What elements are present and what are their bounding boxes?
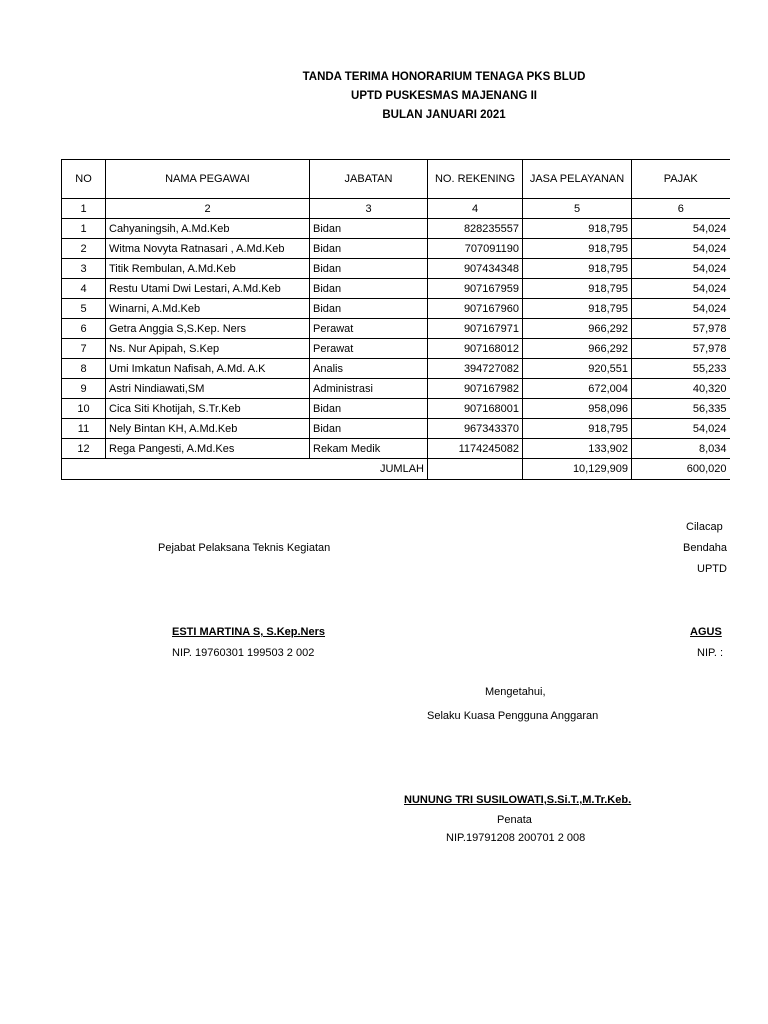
row-nama: Cahyaningsih, A.Md.Keb (106, 219, 310, 239)
left-signer-name: ESTI MARTINA S, S.Kep.Ners (172, 626, 326, 638)
acknowledged-label: Mengetahui, (485, 686, 546, 698)
table-row (62, 319, 730, 339)
table-row (62, 259, 730, 279)
row-rekening: 907167982 (428, 379, 523, 399)
table-row (62, 339, 730, 359)
row-nama: Titik Rembulan, A.Md.Keb (106, 259, 310, 279)
row-jabatan: Bidan (310, 399, 428, 419)
row-rekening: 707091190 (428, 239, 523, 259)
total-row (62, 459, 730, 480)
row-rekening: 907434348 (428, 259, 523, 279)
row-no: 9 (62, 379, 106, 399)
row-pajak: 54,024 (632, 259, 730, 279)
row-jabatan: Administrasi (310, 379, 428, 399)
col-number: 4 (428, 199, 523, 219)
row-no: 3 (62, 259, 106, 279)
left-signer-role: Pejabat Pelaksana Teknis Kegiatan (158, 542, 331, 554)
column-number-row (62, 199, 730, 219)
table-row (62, 299, 730, 319)
row-rekening: 907168012 (428, 339, 523, 359)
row-no: 8 (62, 359, 106, 379)
table-row (62, 219, 730, 239)
row-nama: Restu Utami Dwi Lestari, A.Md.Keb (106, 279, 310, 299)
row-no: 1 (62, 219, 106, 239)
col-header-nama: NAMA PEGAWAI (106, 160, 310, 199)
col-header-jabatan: JABATAN (310, 160, 428, 199)
right-signer-name: AGUS (690, 626, 722, 638)
bottom-signer-role: Selaku Kuasa Pengguna Anggaran (427, 710, 599, 722)
col-number: 2 (106, 199, 310, 219)
total-pajak: 600,020 (632, 459, 730, 480)
row-nama: Astri Nindiawati,SM (106, 379, 310, 399)
bottom-signer-name: NUNUNG TRI SUSILOWATI,S.Si.T.,M.Tr.Keb. (404, 794, 632, 806)
row-jabatan: Analis (310, 359, 428, 379)
table-row (62, 279, 730, 299)
row-no: 11 (62, 419, 106, 439)
doc-title: TANDA TERIMA HONORARIUM TENAGA PKS BLUD (302, 71, 586, 83)
row-pajak: 54,024 (632, 219, 730, 239)
right-signer-unit: UPTD (697, 563, 727, 575)
row-jabatan: Bidan (310, 279, 428, 299)
col-header-no: NO (62, 160, 106, 199)
bottom-signer-rank: Penata (497, 814, 532, 826)
row-nama: Umi Imkatun Nafisah, A.Md. A.K (106, 359, 310, 379)
row-no: 7 (62, 339, 106, 359)
row-jasa-pelayanan: 966,292 (523, 339, 632, 359)
row-rekening: 967343370 (428, 419, 523, 439)
total-rekening-empty (428, 459, 523, 480)
table-row (62, 359, 730, 379)
col-number: 3 (310, 199, 428, 219)
row-pajak: 54,024 (632, 239, 730, 259)
col-header-jasa: JASA PELAYANAN (523, 160, 632, 199)
row-pajak: 40,320 (632, 379, 730, 399)
row-jabatan: Perawat (310, 339, 428, 359)
left-signer-nip: NIP. 19760301 199503 2 002 (172, 647, 315, 659)
row-jasa-pelayanan: 918,795 (523, 259, 632, 279)
row-no: 2 (62, 239, 106, 259)
table-row (62, 419, 730, 439)
bottom-signer-nip: NIP.19791208 200701 2 008 (446, 832, 586, 844)
row-no: 6 (62, 319, 106, 339)
row-pajak: 57,978 (632, 319, 730, 339)
col-number: 1 (62, 199, 106, 219)
row-jabatan: Bidan (310, 259, 428, 279)
row-rekening: 1174245082 (428, 439, 523, 459)
col-header-rekening: NO. REKENING (428, 160, 523, 199)
col-header-pajak: PAJAK (632, 160, 730, 199)
row-jasa-pelayanan: 958,096 (523, 399, 632, 419)
row-rekening: 828235557 (428, 219, 523, 239)
total-label: JUMLAH (62, 459, 428, 480)
row-jasa-pelayanan: 920,551 (523, 359, 632, 379)
row-jasa-pelayanan: 918,795 (523, 279, 632, 299)
row-pajak: 55,233 (632, 359, 730, 379)
row-nama: Nely Bintan KH, A.Md.Keb (106, 419, 310, 439)
row-jasa-pelayanan: 133,902 (523, 439, 632, 459)
right-place: Cilacap (686, 521, 723, 533)
row-nama: Winarni, A.Md.Keb (106, 299, 310, 319)
row-pajak: 56,335 (632, 399, 730, 419)
row-no: 5 (62, 299, 106, 319)
table-row (62, 439, 730, 459)
row-jabatan: Bidan (310, 419, 428, 439)
row-pajak: 54,024 (632, 279, 730, 299)
table-row (62, 239, 730, 259)
table-row (62, 399, 730, 419)
row-jasa-pelayanan: 672,004 (523, 379, 632, 399)
doc-subtitle-unit: UPTD PUSKESMAS MAJENANG II (351, 90, 537, 102)
row-pajak: 54,024 (632, 299, 730, 319)
row-rekening: 907167959 (428, 279, 523, 299)
table-row (62, 379, 730, 399)
row-pajak: 54,024 (632, 419, 730, 439)
row-jabatan: Bidan (310, 219, 428, 239)
row-no: 10 (62, 399, 106, 419)
row-pajak: 57,978 (632, 339, 730, 359)
row-rekening: 907168001 (428, 399, 523, 419)
row-no: 4 (62, 279, 106, 299)
row-no: 12 (62, 439, 106, 459)
row-jasa-pelayanan: 966,292 (523, 319, 632, 339)
row-nama: Cica Siti Khotijah, S.Tr.Keb (106, 399, 310, 419)
row-jasa-pelayanan: 918,795 (523, 419, 632, 439)
right-signer-nip: NIP. : (697, 647, 724, 659)
table-header-row (62, 160, 730, 199)
row-jabatan: Bidan (310, 299, 428, 319)
row-jasa-pelayanan: 918,795 (523, 299, 632, 319)
honorarium-table (61, 159, 730, 480)
row-jasa-pelayanan: 918,795 (523, 239, 632, 259)
row-jabatan: Bidan (310, 239, 428, 259)
row-nama: Getra Anggia S,S.Kep. Ners (106, 319, 310, 339)
row-nama: Witma Novyta Ratnasari , A.Md.Keb (106, 239, 310, 259)
total-jasa: 10,129,909 (523, 459, 632, 480)
row-nama: Rega Pangesti, A.Md.Kes (106, 439, 310, 459)
row-rekening: 907167971 (428, 319, 523, 339)
row-pajak: 8,034 (632, 439, 730, 459)
row-jabatan: Perawat (310, 319, 428, 339)
doc-subtitle-month: BULAN JANUARI 2021 (382, 109, 506, 121)
row-jabatan: Rekam Medik (310, 439, 428, 459)
row-jasa-pelayanan: 918,795 (523, 219, 632, 239)
col-number: 5 (523, 199, 632, 219)
row-rekening: 394727082 (428, 359, 523, 379)
row-nama: Ns. Nur Apipah, S.Kep (106, 339, 310, 359)
col-number: 6 (632, 199, 730, 219)
row-rekening: 907167960 (428, 299, 523, 319)
right-signer-role: Bendaha (683, 542, 728, 554)
